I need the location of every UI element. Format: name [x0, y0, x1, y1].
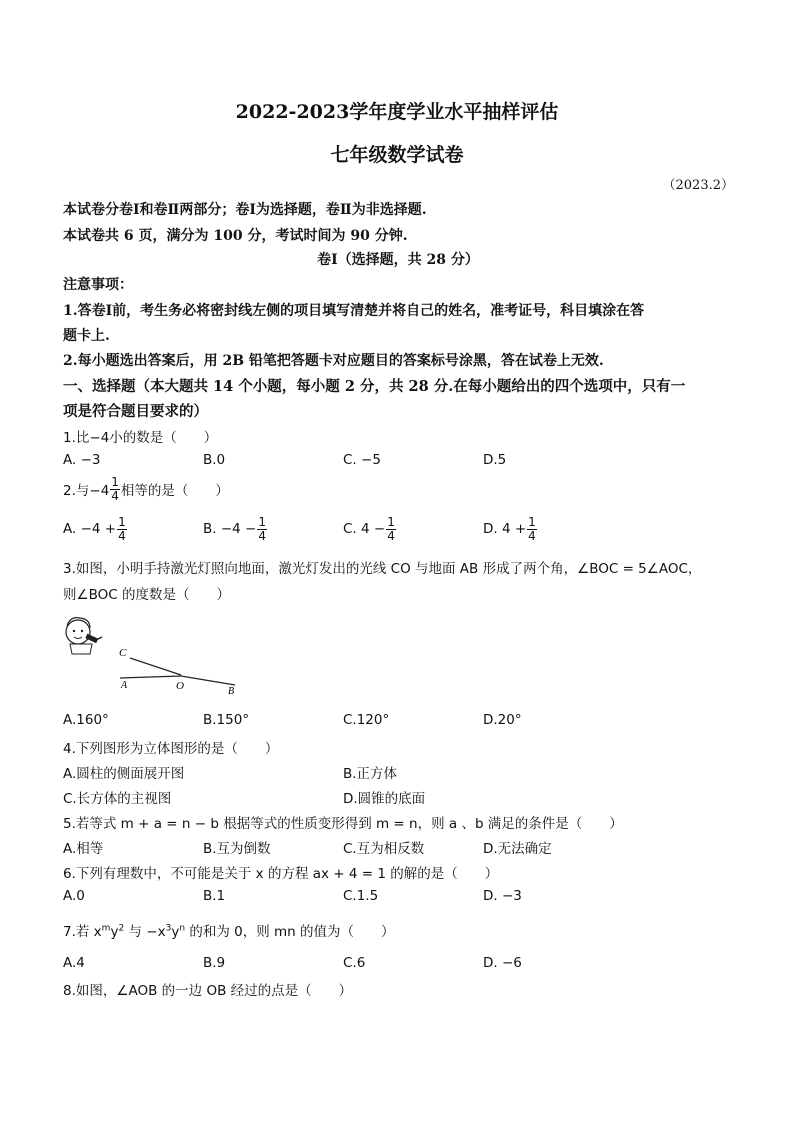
q2-frac-num: 1: [111, 474, 119, 489]
q6-option-b: B.1: [203, 888, 226, 904]
q2-d-num: 1: [528, 514, 536, 529]
q1-option-d: D.5: [483, 452, 507, 468]
ray-oa: [120, 676, 181, 678]
exam-date: （2023.2）: [662, 178, 734, 193]
notes-heading: 注意事项：: [63, 277, 133, 293]
q4-option-b: B.正方体: [343, 766, 398, 782]
label-a: A: [121, 680, 128, 691]
q1-option-b: B.0: [203, 452, 226, 468]
q8-stem: 8.如图，∠AOB 的一边 OB 经过的点是（ ）: [63, 983, 353, 999]
q2-option-d-text: D. 4 +: [483, 521, 527, 537]
q1-stem: 1.比−4小的数是（ ）: [63, 430, 218, 446]
q2-stem-post: 相等的是（ ）: [120, 483, 229, 499]
intro-line-1: 本试卷分卷Ⅰ和卷Ⅱ两部分；卷Ⅰ为选择题，卷Ⅱ为非选择题.: [63, 202, 427, 218]
label-o: O: [176, 680, 184, 692]
q5-option-a: A.相等: [63, 841, 104, 857]
q2-option-a: [63, 512, 128, 546]
q3-stem-a: 3.如图，小明手持激光灯照向地面，激光灯发出的光线 CO 与地面 AB 形成了两个角，∠BOC = 5∠AOC，: [63, 561, 702, 577]
part1-heading-b: 项是符合题目要求的）: [63, 403, 208, 420]
q2-option-b-text: B. −4 −: [203, 521, 257, 537]
q5-option-b: B.互为倒数: [203, 841, 271, 857]
intro-line-2: 本试卷共 6 页，满分为 100 分，考试时间为 90 分钟.: [63, 228, 408, 244]
q2-option-d-frac: [527, 516, 537, 543]
q7-option-d: D. −6: [483, 955, 522, 971]
label-b: B: [228, 686, 235, 697]
q4-stem: 4.下列图形为立体图形的是（ ）: [63, 741, 279, 757]
label-c: C: [119, 647, 127, 659]
q2-option-c-text: C. 4 −: [343, 521, 386, 537]
q2-a-den: 4: [118, 528, 126, 543]
q2-option-b-frac: [257, 516, 267, 543]
q2-frac-den: 4: [111, 488, 119, 503]
note-item-2: 2.每小题选出答案后，用 2B 铅笔把答题卡对应题目的答案标号涂黑，答在试卷上无效.: [63, 353, 604, 369]
q3-stem-b: 则∠BOC 的度数是（ ）: [63, 587, 230, 603]
q3-figure: [60, 610, 260, 700]
note-item-1b: 题卡上.: [63, 328, 110, 344]
q4-option-d: D.圆锥的底面: [343, 791, 426, 807]
q1-option-a: A. −3: [63, 452, 101, 468]
note-item-1a: 1.答卷Ⅰ前，考生务必将密封线左侧的项目填写清楚并将自己的姓名，准考证号，科目填涂在答: [63, 303, 645, 319]
q2-a-num: 1: [118, 514, 126, 529]
q2-stem-pre: 2.与−4: [63, 483, 110, 499]
exam-subtitle: 七年级数学试卷: [330, 144, 464, 166]
q2-option-a-frac: [117, 516, 127, 543]
q4-option-c: C.长方体的主视图: [63, 791, 172, 807]
q2-option-b: [203, 512, 268, 546]
q4-option-a: A.圆柱的侧面展开图: [63, 766, 185, 782]
q3-option-c: C.120°: [343, 712, 390, 728]
q7-option-c: C.6: [343, 955, 366, 971]
q2-option-c-frac: [386, 516, 396, 543]
q7-stem: [63, 920, 733, 940]
q3-option-b: B.150°: [203, 712, 250, 728]
q7-option-a: A.4: [63, 955, 85, 971]
q6-stem: 6.下列有理数中，不可能是关于 x 的方程 ax + 4 = 1 的解的是（ ）: [63, 866, 499, 882]
q7-stem-pre: 7.若 x: [63, 924, 102, 940]
section-title: 卷Ⅰ（选择题，共 28 分）: [317, 252, 479, 268]
q7-exp-n: n: [179, 923, 186, 934]
q2-fraction: [110, 476, 120, 503]
q7-mid: 与 −x: [124, 924, 166, 940]
q5-stem: 5.若等式 m + a = n − b 根据等式的性质变形得到 m = n，则 a 、b 满足的条件是（ ）: [63, 816, 623, 832]
laser-light-icon: [85, 634, 102, 644]
q2-stem: [63, 472, 733, 506]
q6-option-d: D. −3: [483, 888, 522, 904]
q2-d-den: 4: [528, 528, 536, 543]
q7-var-y2: y: [171, 924, 180, 940]
q2-option-d: [483, 512, 538, 546]
q6-option-c: C.1.5: [343, 888, 379, 904]
q5-option-c: C.互为相反数: [343, 841, 425, 857]
q7-var-y1: y: [110, 924, 119, 940]
q5-option-d: D.无法确定: [483, 841, 552, 857]
q2-b-den: 4: [258, 528, 266, 543]
q1-option-c: C. −5: [343, 452, 381, 468]
q7-exp-3: 3: [165, 923, 172, 934]
part1-heading-a: 一、选择题（本大题共 14 个小题，每小题 2 分，共 28 分.在每小题给出的四个选项中，只有一: [63, 378, 686, 395]
q7-option-b: B.9: [203, 955, 226, 971]
q6-option-a: A.0: [63, 888, 85, 904]
q2-c-den: 4: [387, 528, 395, 543]
exam-title: 2022-2023学年度学业水平抽样评估: [235, 101, 559, 123]
q3-option-a: A.160°: [63, 712, 109, 728]
q2-c-num: 1: [387, 514, 395, 529]
q7-stem-post: 的和为 0，则 mn 的值为（ ）: [185, 924, 395, 940]
q7-exp-m: m: [101, 923, 111, 934]
ray-ob: [181, 676, 235, 685]
q7-exp-2: 2: [118, 923, 125, 934]
q2-option-c: [343, 512, 397, 546]
q2-option-a-text: A. −4 +: [63, 521, 117, 537]
ray-co: [130, 658, 181, 675]
q3-option-d: D.20°: [483, 712, 522, 728]
q2-b-num: 1: [258, 514, 266, 529]
